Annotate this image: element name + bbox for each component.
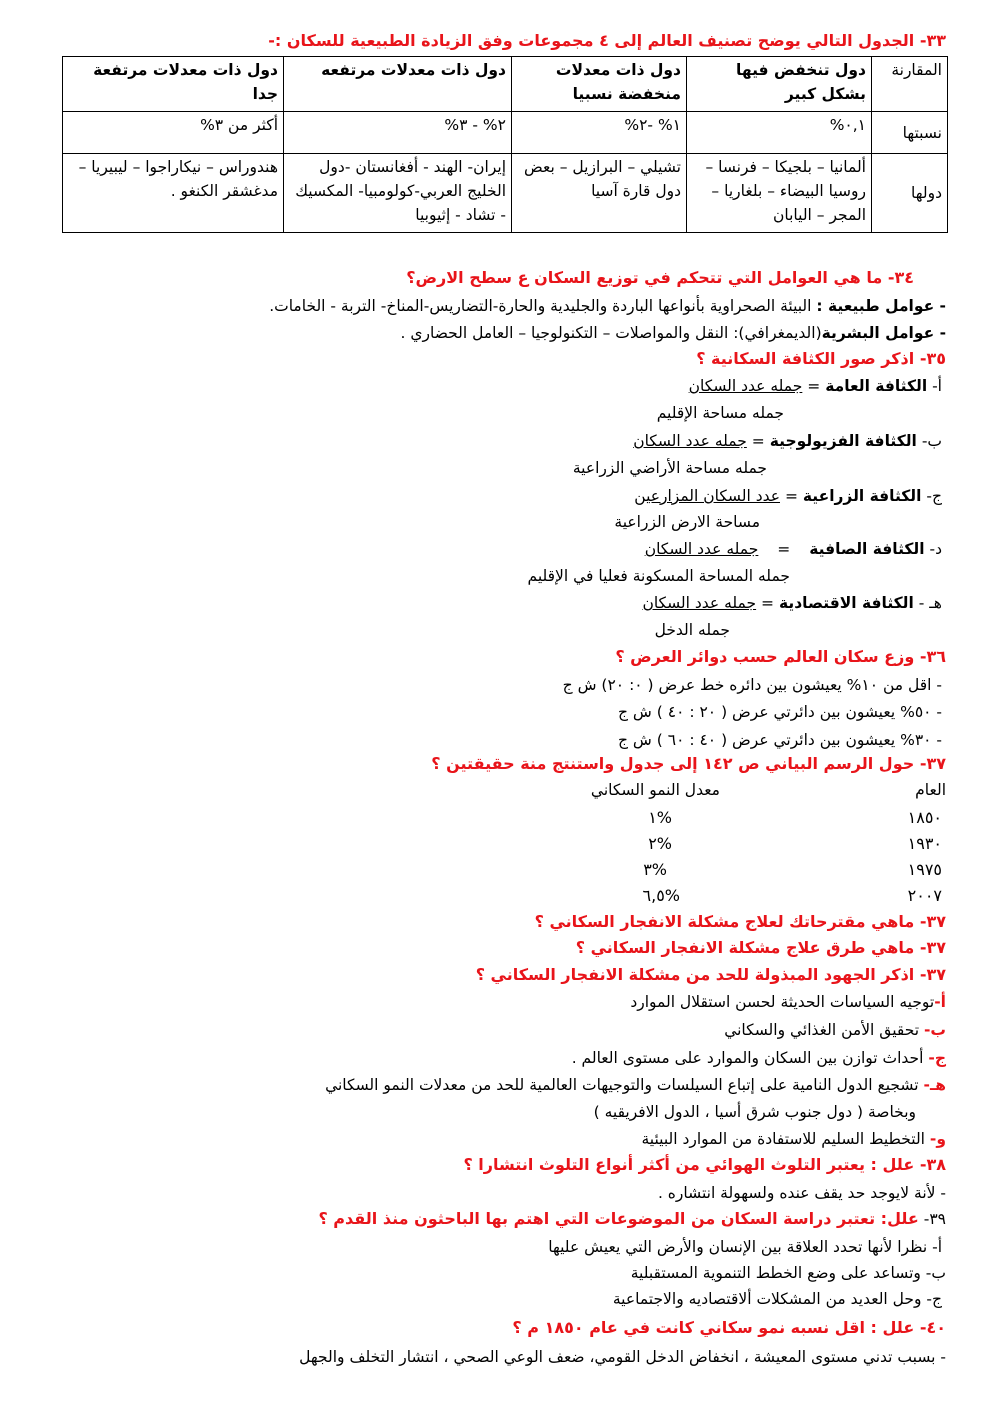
- rate-value: ٦,٥%: [642, 886, 680, 905]
- equals-sign: =: [761, 594, 775, 612]
- question-35-title: ٣٥- اذكر صور الكثافة السكانية ؟: [696, 349, 946, 368]
- item-letter: ب-: [921, 432, 942, 450]
- table-cell: هندوراس – نيكاراجوا – ليبيريا – مدغشقر الكنغو .: [63, 154, 284, 233]
- fraction-numerator: جمله عدد السكان: [642, 594, 757, 612]
- table-header-cell: دول ذات معدلات مرتفعه: [284, 57, 512, 112]
- density-item: [634, 486, 942, 506]
- year-value: ١٩٧٥: [907, 860, 942, 879]
- equals-sign: =: [807, 377, 821, 395]
- density-item: [645, 539, 942, 559]
- rate-column-header: معدل النمو السكاني: [590, 781, 720, 799]
- effort-item: [630, 992, 946, 1012]
- table-cell: تشيلي – البرازيل – بعض دول قارة آسيا: [512, 154, 687, 233]
- fraction-numerator: جمله عدد السكان: [688, 377, 803, 395]
- question-38-title: ٣٨- علل : يعتبر التلوث الهوائي من أكثر أنواع التلوث انتشارا ؟: [463, 1155, 946, 1174]
- classification-table: [62, 56, 948, 233]
- table-header-cell: المقارنة: [872, 57, 948, 112]
- year-column-header: العام: [915, 781, 946, 799]
- natural-factors-line: [269, 296, 946, 316]
- fraction-denominator: مساحة الارض الزراعية: [614, 513, 760, 531]
- year-value: ١٩٣٠: [907, 834, 942, 853]
- effort-continuation: وبخاصة ( دول جنوب شرق أسيا ، الدول الافريقيه ): [593, 1103, 916, 1121]
- effort-item: [641, 1129, 946, 1149]
- fraction-denominator: جمله مساحة الأراضي الزراعية: [572, 459, 767, 477]
- question-34-title: ٣٤- ما هي العوامل التي تتحكم في توزيع السكان ع سطح الارض؟: [406, 268, 914, 287]
- table-row: [63, 112, 948, 154]
- question-37c-title: ٣٧- ماهي طرق علاج مشكلة الانفجار السكاني ؟: [575, 938, 946, 957]
- table-row: [63, 154, 948, 233]
- density-item: [633, 431, 942, 451]
- density-name: الكثافة الزراعية: [802, 487, 922, 505]
- list-item: - اقل من ١٠% يعيشون بين دائره خط عرض ( ٠: ٢٠) ش ج: [562, 676, 942, 694]
- effort-item: [325, 1075, 946, 1095]
- table-header-cell: دول ذات معدلات مرتفعة جدا: [63, 57, 284, 112]
- item-letter: ج-: [928, 1049, 946, 1067]
- effort-item: [724, 1020, 946, 1040]
- table-header-row: [63, 57, 948, 112]
- answer-text: - بسبب تدني مستوى المعيشة ، انخفاض الدخل القومي، ضعف الوعي الصحي ، انتشار التخلف والجهل: [299, 1348, 946, 1366]
- density-name: الكثافة الصافية: [809, 540, 925, 558]
- table-cell: نسبتها: [872, 112, 948, 154]
- question-37b-title: ٣٧- ماهي مقترحاتك لعلاج مشكلة الانفجار السكاني ؟: [534, 912, 946, 931]
- table-cell: ٠,١%: [687, 112, 872, 154]
- item-letter: هـ-: [923, 1076, 946, 1094]
- item-letter: أ-: [934, 993, 946, 1011]
- answer-text: ب- وتساعد على وضع الخطط التنموية المستقبلية: [630, 1264, 946, 1282]
- list-item: - ٥٠% يعيشون بين دائرتي عرض ( ٢٠ : ٤٠ ) ش ج: [617, 703, 942, 721]
- year-value: ٢٠٠٧: [907, 886, 942, 905]
- equals-sign: =: [777, 540, 791, 558]
- rate-value: ١%: [648, 808, 672, 827]
- question-number: ٣٩-: [923, 1210, 946, 1228]
- question-33-title: ٣٣- الجدول التالي يوضح تصنيف العالم إلى ٤ مجموعات وفق الزيادة الطبيعية للسكان :-: [268, 31, 946, 50]
- density-name: الكثافة الاقتصادية: [778, 594, 914, 612]
- effort-text: أحداث توازن بين السكان والموارد على مستوى العالم .: [571, 1049, 924, 1067]
- fraction-denominator: جمله المساحة المسكونة فعليا في الإقليم: [527, 567, 790, 585]
- table-cell: إيران- الهند - أفغانستان -دول الخليج العربي-كولومبيا- المكسيك - تشاد - إثيوبيا: [284, 154, 512, 233]
- human-factors-text: (الديمغرافي): النقل والمواصلات – التكنولوجيا – العامل الحضاري .: [400, 324, 822, 342]
- effort-text: التخطيط السليم للاستفادة من الموارد البيئية: [641, 1130, 925, 1148]
- item-letter: ج-: [926, 487, 942, 505]
- rate-value: ٢%: [648, 834, 672, 853]
- density-item: [689, 376, 942, 396]
- effort-text: تحقيق الأمن الغذائي والسكاني: [724, 1021, 920, 1039]
- question-37d-title: ٣٧- اذكر الجهود المبذولة للحد من مشكلة الانفجار السكاني ؟: [475, 965, 946, 984]
- item-letter: و-: [929, 1130, 946, 1148]
- natural-factors-text: البيئة الصحراوية بأنواعها الباردة والجليدية والحارة-التضاريس-المناخ- التربة - الخامات.: [269, 297, 812, 315]
- question-36-title: ٣٦- وزع سكان العالم حسب دوائر العرض ؟: [615, 647, 946, 666]
- human-factors-line: [401, 323, 946, 343]
- table-header-cell: دول ذات معدلات منخفضة نسبيا: [512, 57, 687, 112]
- question-text: علل: تعتبر دراسة السكان من الموضوعات التي اهتم بها الباحثون منذ القدم ؟: [318, 1209, 919, 1228]
- fraction-denominator: جمله الدخل: [654, 621, 730, 639]
- human-factors-label: - عوامل البشرية: [821, 324, 946, 342]
- item-letter: ب-: [923, 1021, 946, 1039]
- year-value: ١٨٥٠: [907, 808, 942, 827]
- natural-factors-label: - عوامل طبيعية :: [816, 297, 946, 315]
- effort-item: [572, 1048, 946, 1068]
- question-37-title: ٣٧- حول الرسم البياني ص ١٤٢ إلى جدول واستنتج منة حقيقتين ؟: [431, 754, 946, 773]
- list-item: - ٣٠% يعيشون بين دائرتي عرض ( ٤٠ : ٦٠ ) ش ج: [617, 731, 942, 749]
- fraction-numerator: جمله عدد السكان: [644, 540, 759, 558]
- table-cell: ألمانيا – بلجيكا – فرنسا – روسيا البيضاء – بلغاريا – المجر – اليابان: [687, 154, 872, 233]
- fraction-numerator: جمله عدد السكان: [633, 432, 747, 450]
- effort-text: تشجيع الدول النامية على إتباع السيلسات والتوجيهات العالمية للحد من معدلات النمو السكاني: [325, 1076, 919, 1094]
- table-cell: ١% -٢%: [512, 112, 687, 154]
- fraction-denominator: جمله مساحة الإقليم: [656, 404, 784, 422]
- density-name: الكثافة العامة: [825, 377, 928, 395]
- item-letter: د-: [929, 540, 942, 558]
- table-header-cell: دول تنخفض فيها بشكل كبير: [687, 57, 872, 112]
- answer-text: ج- وحل العديد من المشكلات ألاقتصاديه والاجتماعية: [612, 1290, 942, 1308]
- question-39-title: [318, 1209, 946, 1229]
- answer-text: - لأنة لايوجد حد يقف عنده ولسهولة انتشاره .: [657, 1184, 946, 1202]
- table-cell: أكثر من ٣%: [63, 112, 284, 154]
- density-name: الكثافة الفزيولوجية: [769, 432, 917, 450]
- equals-sign: =: [784, 487, 798, 505]
- answer-text: أ- نظرا لأنها تحدد العلاقة بين الإنسان والأرض التي يعيش عليها: [548, 1238, 942, 1256]
- density-item: [642, 593, 942, 613]
- item-letter: أ-: [932, 377, 942, 395]
- effort-text: توجيه السياسات الحديثة لحسن استقلال الموارد: [630, 993, 935, 1011]
- table-cell: دولها: [872, 154, 948, 233]
- equals-sign: =: [751, 432, 765, 450]
- question-40-title: ٤٠- علل : اقل نسبه نمو سكاني كانت في عام ١٨٥٠ م ؟: [512, 1318, 946, 1337]
- fraction-numerator: عدد السكان المزارعين: [634, 487, 780, 505]
- rate-value: ٣%: [643, 860, 667, 879]
- table-cell: ٢% - ٣%: [284, 112, 512, 154]
- item-letter: هـ -: [918, 594, 942, 612]
